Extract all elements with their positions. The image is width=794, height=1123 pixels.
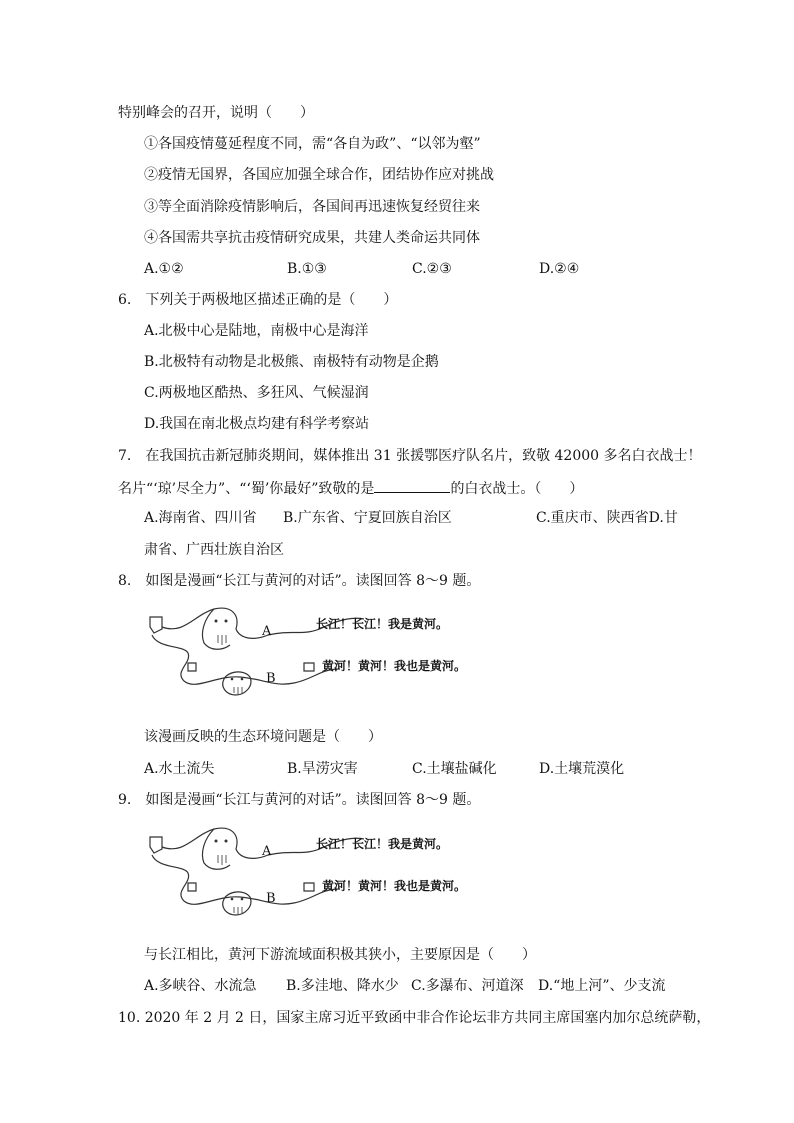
q5-option-a: A.①② [144,261,184,277]
q7-stem-post: 的白衣战士。（ ） [450,481,584,497]
q5-option-b: B.①③ [287,261,327,277]
q9-option-c: C.多瀑布、河道深 [411,978,524,994]
cartoon-label-a: A [262,844,272,859]
q5-option-c: C.②③ [412,261,452,277]
q7-option-continuation: 肃省、广西壮族自治区 [144,542,284,558]
q9-option-d: D.“地上河”、少支流 [538,978,666,994]
q8-options [0,760,794,778]
q7-option-b: B.广东省、宁夏回族自治区 [283,510,452,526]
q9-options [0,977,794,995]
q5-stem-tail: 特别峰会的召开，说明（ ） [118,105,314,121]
q9-stem: 9. 如图是漫画“长江与黄河的对话”。读图回答 8～9 题。 [118,792,481,808]
q8-option-c: C.土壤盐碱化 [412,761,497,777]
cartoon-speech-upper: 长江！长江！我是黄河。 [316,617,449,631]
cartoon-label-b: B [266,671,276,686]
q8-question: 该漫画反映的生态环境问题是（ ） [144,729,382,745]
cartoon-yangtze-yellow-river-2 [144,825,474,917]
q6-stem: 6. 下列关于两极地区描述正确的是（ ） [118,292,398,308]
q7-stem-pre: 名片“‘琼’尽全力”、“‘蜀’你最好”致敬的是 [118,481,375,497]
q5-options [0,260,794,278]
q7-options [0,509,794,527]
q5-statement-3: ③等全面消除疫情影响后，各国间再迅速恢复经贸往来 [144,199,480,215]
q7-stem-line2 [118,478,583,498]
cartoon-speech-upper: 长江！长江！我是黄河。 [316,837,449,851]
q5-statement-4: ④各国需共享抗击疫情研究成果，共建人类命运共同体 [144,230,480,246]
q9-option-b: B.多洼地、降水少 [286,978,399,994]
q7-answer-blank [374,478,450,493]
q7-option-a: A.海南省、四川省 [144,510,257,526]
q8-option-b: B.旱涝灾害 [287,761,358,777]
cartoon-label-a: A [262,624,272,639]
q6-option-b: B.北极特有动物是北极熊、南极特有动物是企鹅 [144,354,439,370]
q8-option-a: A.水土流失 [144,761,215,777]
cartoon-yangtze-yellow-river-1 [144,605,474,697]
q5-option-d: D.②④ [539,261,580,277]
q5-statement-2: ②疫情无国界，各国应加强全球合作，团结协作应对挑战 [144,167,494,183]
q7-stem-line1: 7. 在我国抗击新冠肺炎期间，媒体推出 31 张援鄂医疗队名片，致敬 42000 多名白衣战士！ [118,448,702,464]
q5-statement-1: ①各国疫情蔓延程度不同，需“各自为政”、“以邻为壑” [144,136,481,152]
q9-option-a: A.多峡谷、水流急 [144,978,257,994]
q10-stem: 10. 2020 年 2 月 2 日，国家主席习近平致函中非合作论坛非方共同主席国塞内加尔总统萨勒， [118,1010,711,1026]
q8-stem: 8. 如图是漫画“长江与黄河的对话”。读图回答 8～9 题。 [118,573,481,589]
q8-option-d: D.土壤荒漠化 [539,761,625,777]
cartoon-label-b: B [266,891,276,906]
q7-option-c: C.重庆市、陕西省D.甘 [536,510,678,526]
q6-option-a: A.北极中心是陆地，南极中心是海洋 [144,323,369,339]
q6-option-c: C.两极地区酷热、多狂风、气候湿润 [144,385,369,401]
cartoon-speech-lower: 黄河！黄河！我也是黄河。 [322,659,467,673]
q9-question: 与长江相比，黄河下游流域面积极其狭小，主要原因是（ ） [144,947,536,963]
cartoon-speech-lower: 黄河！黄河！我也是黄河。 [322,879,467,893]
q6-option-d: D.我国在南北极点均建有科学考察站 [144,416,370,432]
